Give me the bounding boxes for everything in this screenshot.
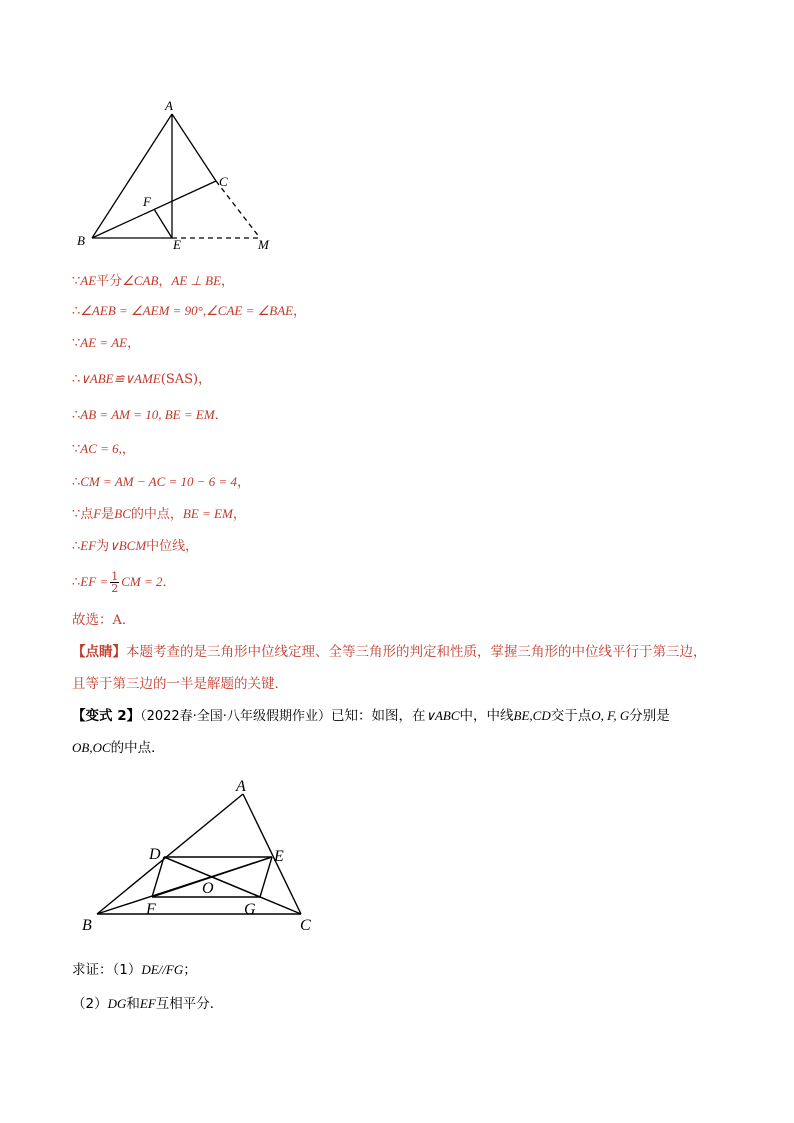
label-A: A (236, 778, 246, 795)
segment-AB (97, 794, 243, 914)
proof-line-5: ∴AB = AM = 10, BE = EM． (72, 407, 228, 423)
comment-line-2: 且等于第三边的一半是解题的关键． (72, 676, 288, 692)
label-F: F (143, 194, 151, 209)
prove-line-1: 求证：（1）DE//FG； (72, 962, 197, 978)
label-C: C (219, 174, 228, 189)
answer-line: 故选：A． (72, 612, 136, 628)
proof-line-4: ∴∨ABE≌∨AME(SAS)， (72, 371, 212, 387)
proof-line-7: ∴CM = AM − AC = 10 − 6 = 4， (72, 474, 251, 490)
proof-line-10: ∴EF = $\frac{1}{2}$ CM = 2． (72, 570, 176, 595)
fraction-one-half: $\frac{1}{2}$ (111, 570, 119, 595)
proof-line-9: ∴EF为∨BCM中位线， (72, 538, 199, 554)
label-E: E (173, 237, 181, 252)
label-F: F (146, 901, 156, 918)
label-B: B (77, 233, 85, 248)
proof-line-6: ∵AC = 6,， (72, 441, 135, 457)
variant-line-1: 【变式 2】（2022春·全国·八年级假期作业）已知：如图，在∨ABC中，中线BE,CD交于点O, F, G分别是 (72, 708, 670, 724)
segment-FE (154, 209, 172, 238)
label-E: E (274, 848, 284, 865)
segment-CM-dashed (216, 181, 260, 238)
label-G: G (244, 901, 256, 918)
comment-line-1: 【点睛】本题考查的是三角形中位线定理、全等三角形的判定和性质，掌握三角形的中位线平行于第三边， (72, 644, 707, 660)
figure-1-triangle (70, 95, 290, 255)
label-M: M (258, 237, 269, 252)
proof-line-1: ∵AE平分∠CAB，AE ⊥ BE， (72, 273, 235, 289)
label-B: B (82, 917, 92, 934)
proof-line-3: ∵AE = AE， (72, 335, 141, 351)
segment-AC (243, 794, 301, 914)
proof-line-2: ∴∠AEB = ∠AEM = 90°,∠CAE = ∠BAE， (72, 303, 307, 319)
label-O: O (202, 880, 214, 897)
segment-EG (260, 857, 272, 897)
proof-line-8: ∵点F是BC的中点，BE = EM， (72, 506, 246, 522)
variant-line-2: OB,OC的中点． (72, 740, 165, 756)
segment-AC (172, 114, 216, 181)
label-A: A (165, 98, 173, 113)
figure-2-triangle (75, 770, 325, 940)
prove-line-2: （2）DG和EF互相平分． (72, 996, 224, 1012)
label-D: D (149, 846, 161, 863)
label-C: C (300, 917, 311, 934)
